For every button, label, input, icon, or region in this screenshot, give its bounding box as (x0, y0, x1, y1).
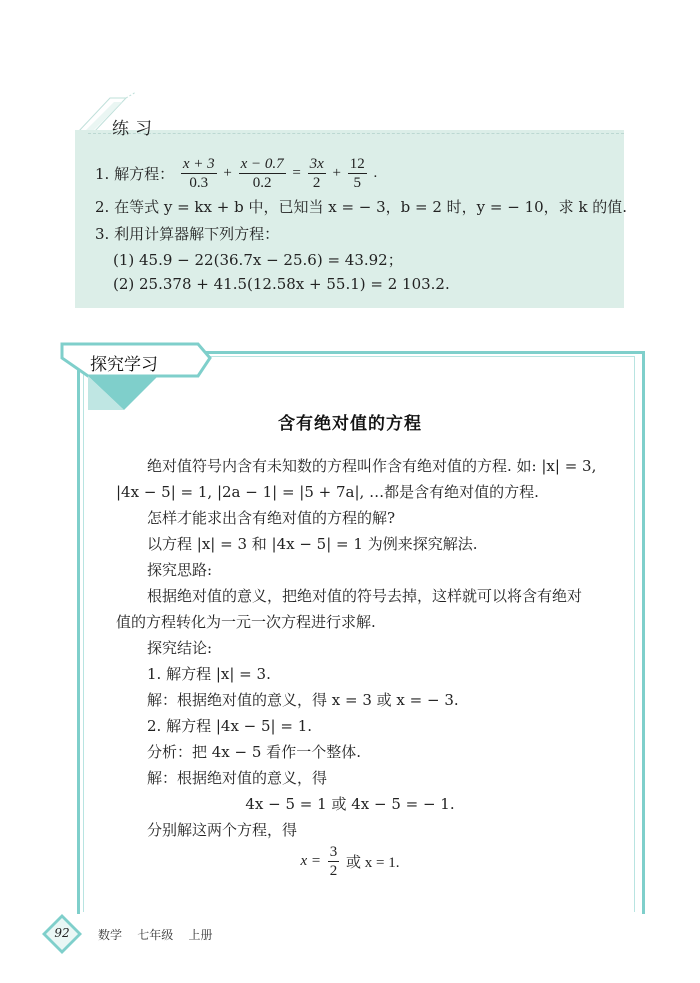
practice-question-2: 2. 在等式 y = kx + b 中，已知当 x = − 3，b = 2 时，y = − 10，求 k 的值. (95, 198, 628, 216)
practice-question-3b: (2) 25.378 + 41.5(12.58x + 55.1) = 2 103.2. (113, 275, 450, 293)
body-line-11: 2. 解方程 |4x − 5| = 1. (147, 717, 313, 735)
body-line-1: 绝对值符号内含有未知数的方程叫作含有绝对值的方程. 如: |x| = 3, (147, 457, 597, 475)
final-rhs: 或 x = 1. (346, 855, 400, 871)
practice-question-1 (95, 155, 377, 192)
body-line-2: |4x − 5| = 1, |2a − 1| = |5 + 7a|, …都是含有绝对值的方程. (116, 483, 539, 501)
body-line-13: 解：根据绝对值的意义，得 (147, 769, 328, 787)
section-title: 含有绝对值的方程 (278, 414, 422, 434)
body-line-14-centered: 4x − 5 = 1 或 4x − 5 = − 1. (245, 795, 455, 813)
body-line-7: 值的方程转化为一元一次方程进行求解. (116, 613, 376, 631)
q1-fraction-4: $\frac{12}{5}$ (349, 156, 365, 191)
final-solution (0, 843, 700, 880)
practice-question-3a: (1) 45.9 − 22(36.7x − 25.6) = 43.92； (113, 251, 403, 269)
q1-prefix: 1. 解方程： (95, 165, 175, 183)
body-line-4: 以方程 |x| = 3 和 |4x − 5| = 1 为例来探究解法. (147, 535, 478, 553)
practice-question-3: 3. 利用计算器解下列方程： (95, 225, 280, 243)
body-line-6: 根据绝对值的意义，把绝对值的符号去掉，这样就可以将含有绝对 (147, 587, 583, 605)
q1-plus-1: + (223, 165, 232, 181)
q1-fraction-1: $\frac{x + 3}{0.3}$ (182, 156, 215, 191)
body-line-12: 分析：把 4x − 5 看作一个整体. (147, 743, 361, 761)
q1-equals: = (292, 165, 301, 181)
body-line-10: 解：根据绝对值的意义，得 x = 3 或 x = − 3. (147, 691, 459, 709)
body-line-15: 分别解这两个方程，得 (147, 821, 298, 839)
q1-plus-2: + (332, 165, 341, 181)
final-fraction: $\frac{3}{2}$ (329, 844, 338, 879)
body-line-9: 1. 解方程 |x| = 3. (147, 665, 271, 683)
body-line-8: 探究结论: (147, 639, 213, 657)
q1-fraction-3: $\frac{3x}{2}$ (309, 156, 324, 191)
footer-book-title: 数学 七年级 上册 (98, 928, 213, 942)
page-number: 92 (54, 926, 70, 940)
q1-fraction-2: $\frac{x - 0.7}{0.2}$ (240, 156, 284, 191)
final-lhs: x = (300, 853, 322, 869)
practice-title: 练习 (112, 119, 158, 139)
practice-divider (88, 133, 624, 134)
body-line-3: 怎样才能求出含有绝对值的方程的解? (147, 509, 396, 527)
q1-end: . (373, 165, 378, 181)
body-line-5: 探究思路: (147, 561, 213, 579)
explore-tag-label: 探究学习 (90, 355, 158, 375)
